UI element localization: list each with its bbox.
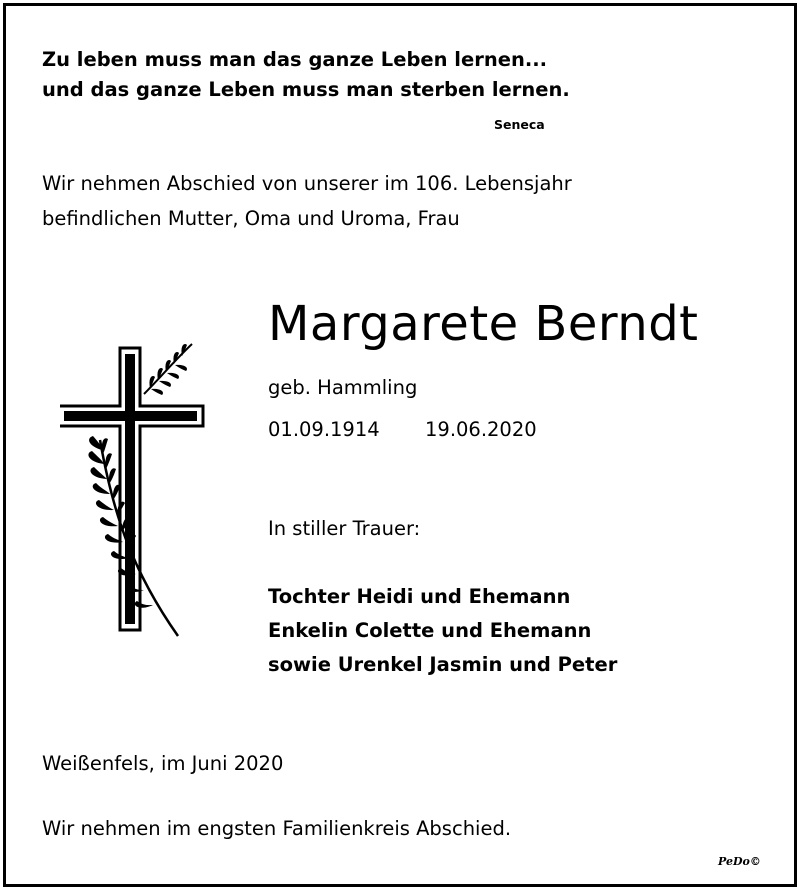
cross-with-palm-branch-icon (60, 338, 210, 648)
quote-line-1: Zu leben muss man das ganze Leben lernen... (42, 48, 548, 71)
watermark: PeDo© (718, 855, 761, 868)
quote-line-2: und das ganze Leben muss man sterben lernen. (42, 78, 570, 101)
intro-line-2: befindlichen Mutter, Oma und Uroma, Frau (42, 207, 460, 230)
deceased-name: Margarete Berndt (268, 296, 699, 352)
closing-line: Wir nehmen im engsten Familienkreis Abschied. (42, 817, 512, 840)
maiden-name: geb. Hammling (268, 376, 418, 399)
quote-author: Seneca (494, 117, 545, 132)
intro-line-1: Wir nehmen Abschied von unserer im 106. Lebensjahr (42, 172, 572, 195)
mourning-label: In stiller Trauer: (268, 517, 421, 540)
death-date: 19.06.2020 (425, 418, 537, 441)
family-line: Enkelin Colette und Ehemann (268, 619, 592, 642)
family-line: sowie Urenkel Jasmin und Peter (268, 653, 618, 676)
birth-date: 01.09.1914 (268, 418, 380, 441)
place-date: Weißenfels, im Juni 2020 (42, 752, 284, 775)
family-line: Tochter Heidi und Ehemann (268, 585, 571, 608)
